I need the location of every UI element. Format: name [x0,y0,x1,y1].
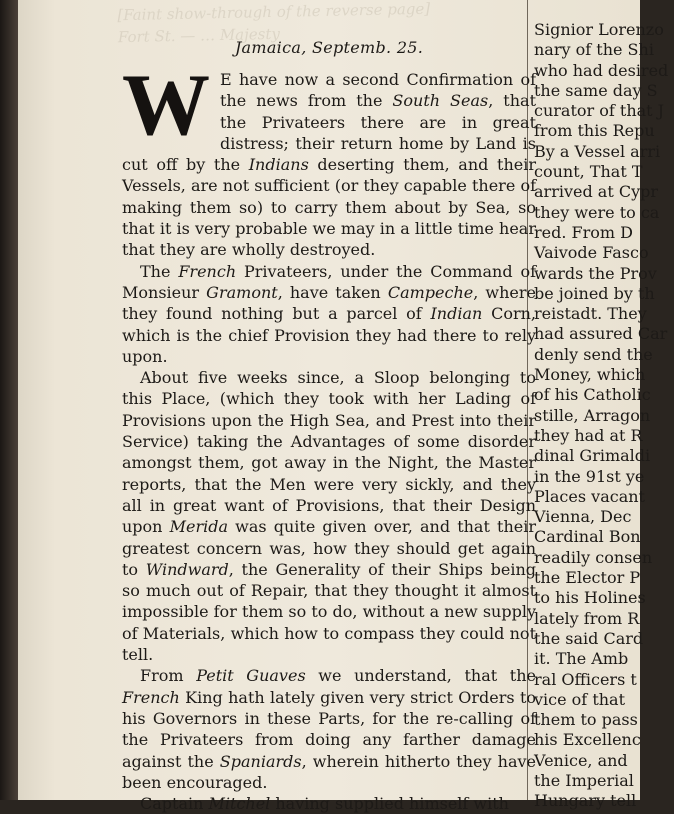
side-column-line: the said Card [534,628,644,648]
side-column-line: them to pass [534,710,638,730]
side-column-line: ral Officers t [534,669,637,689]
side-column-line: wards the Prov [534,263,657,283]
side-column-line: reistadt. They [534,304,647,324]
side-column-line: had assured Car [534,324,668,344]
paragraph-2: The French Privateers, under the Command of Monsieur Gramont, have taken Campeche, where they found nothing but a parcel of Indian Corn, which is the chief Provision they had there to rely upon. [122,261,537,366]
page-edge-shadow [0,0,18,800]
side-column-line: to his Holines [534,588,646,608]
side-column-line: By a Vessel arri [534,141,661,161]
side-column-line: of his Catholic [534,385,651,405]
side-column-line: Venice, and [534,750,628,770]
side-column-line: Vaivode Fasco [534,243,649,263]
side-column-line: the Imperial [534,770,634,790]
side-column-line: readily consen [534,547,653,567]
paragraph-1 [122,57,537,261]
side-column-line: nary of the Shi [534,40,654,60]
side-column-line: Places vacant [534,486,645,506]
article [122,57,537,814]
dateline: Jamaica, Septemb. 25. [234,38,424,57]
side-column-line: red. From D [534,222,633,242]
side-column-line: in the 91st ye [534,466,645,486]
side-column-line: who had desired [534,60,669,80]
side-column-line: Signior Lorenzo [534,20,664,39]
bleed-line: [Faint show-through of the reverse page] [117,0,431,25]
side-column-line: vice of that [534,689,626,709]
side-column-line: they had at R [534,425,643,445]
paragraph-3: About five weeks since, a Sloop belonging to this Place, (which they took with her Lading of Provisions upon the High Sea, and Prest into their Service) taking the Advantages of some disorder amongst them, got away in the Night, the Master reports, that the Men were very sickly, and they all in great want of Provisions, that their Design upon Merida was quite given over, and that their greatest concern was, how they should get again to Windward, the Generality of their Ships being so much out of Repair, that they thought it almost impossible for them so to do, without a new supply of Materials, which how to compass they could not tell. [122,368,537,665]
main-column [122,38,536,814]
paragraph-4: From Petit Guaves we understand, that the French King hath lately given very strict Orders to his Governors in these Parts, for the re-calling of the Privateers from doing any farther damage against the Spaniards, wherein hitherto they have been encouraged. [122,666,537,792]
side-column-line: Vienna, Dec [534,507,632,527]
side-column-line: curator of that J [534,101,665,121]
side-column-line: his Excellenc [534,730,641,750]
bleed-line: Fort St. — … Majesty [117,24,281,47]
side-column-line: they were to ca [534,202,660,222]
paragraph-5: Captain Mitchel having supplied himself with [140,794,509,814]
side-column-line: lately from R [534,608,640,628]
side-column-line: from this Repu [534,121,655,141]
side-column-line: Cardinal Bon [534,527,641,547]
side-column-line: stille, Arragon [534,405,651,425]
side-column-line: count, That T [534,162,643,182]
side-column-line: Money, which [534,365,646,385]
side-column-line: it. The Amb [534,649,629,669]
side-column-line: dinal Grimaldi [534,446,651,466]
side-column-line: be joined by th [534,283,655,303]
side-column-line: arrived at Cypr [534,182,659,202]
side-column-line: denly send the [534,344,653,364]
side-column [534,20,674,812]
side-column-lines [534,20,674,812]
paragraph-1-text: E have now a second Confirmation of the news from the South Seas, that the Privateers there are in great distress; their return home by Land is cut off by the Indians deserting them, and their Vessels, are not sufficient (or they capable there of making them so) to carry them about by Sea, so that it is very probable we may in a little time hear that they are wholly destroyed. [122,70,537,260]
side-column-line: the Elector P [534,568,641,588]
side-column-line: Hungary tell [534,791,637,811]
drop-cap: W [122,57,210,154]
side-column-line: the same day S [534,80,658,100]
newspaper-page [18,0,669,814]
